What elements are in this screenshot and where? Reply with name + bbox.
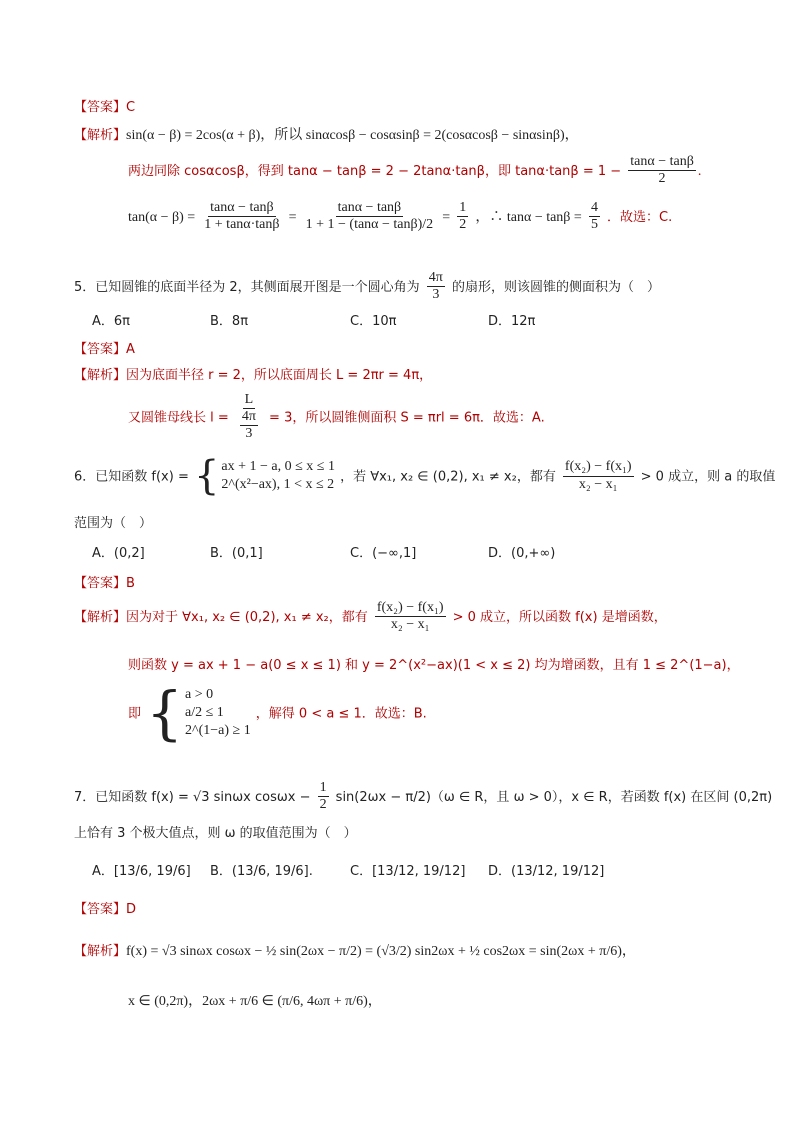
q5-stem: 5．已知圆锥的底面半径为 2，其侧面展开图是一个圆心角为 $\frac{4\pi}{3}$ 的扇形，则该圆锥的侧面积为（ ）	[74, 270, 660, 303]
q6-analysis-line2: 则函数 y = ax + 1 − a(0 ≤ x ≤ 1) 和 y = 2^(x²−ax)(1 < x ≤ 2) 均为增函数，且有 1 ≤ 2^(1−a)，	[128, 658, 740, 673]
q6-stem-cont: 范围为（ ）	[74, 516, 153, 531]
q4-analysis-line3: tan(α − β) = $\frac{\tan\alpha - \tan\beta}{1 + \tan\alpha\cdot\tan\beta}$ = $\frac{\tan\alpha - \tan\beta}{1 + 1 - (\tan\alpha - \tan\beta)/2}$ = $\frac{1}{2}$ ，∴ tanα − tanβ = $\frac{4}{5}$ ．故选：C.	[128, 200, 673, 233]
q7-option-a: A．[13/6, 19/6]	[92, 864, 191, 879]
q5-option-c: C．10π	[350, 314, 397, 329]
q5-analysis-line1: 【解析】因为底面半径 r = 2，所以底面周长 L = 2πr = 4π，	[74, 368, 433, 383]
q6-option-d: D．(0,+∞)	[488, 546, 556, 561]
q6-answer: B	[126, 576, 135, 591]
q7-option-c: C．[13/12, 19/12]	[350, 864, 466, 879]
q4-answer-row	[74, 96, 135, 115]
answer-label: 【答案】	[74, 100, 127, 115]
q7-stem-cont: 上恰有 3 个极大值点，则 ω 的取值范围为（ ）	[74, 826, 357, 841]
q7-answer: D	[126, 902, 137, 917]
q7-analysis-line2: x ∈ (0,2π)，2ωx + π/6 ∈ (π/6, 4ωπ + π/6)，	[128, 994, 382, 1009]
q6-option-c: C．(−∞,1]	[350, 546, 417, 561]
q5-analysis-line2: 又圆锥母线长 l = $\frac{L}{\frac{4\pi}{3}}$ = 3，所以圆锥侧面积 S = πrl = 6π．故选：A.	[128, 392, 545, 442]
q6-analysis-line1: 【解析】因为对于 ∀x₁, x₂ ∈ (0,2), x₁ ≠ x₂，都有 $\frac{\text{f(x₂) − f(x₁)}}{\text{x₂ − x₁}}$ > 0 成立，所以函数 f(x) 是增函数，	[74, 600, 667, 633]
q7-stem: 7．已知函数 f(x) = √3 sinωx cosωx − $\frac{1}{2}$ sin(2ωx − π/2)（ω ∈ R，且 ω > 0），x ∈ R，若函数 f(x) 在区间 (0,2π)	[74, 780, 773, 813]
q7-answer-row: 【答案】D	[74, 902, 137, 917]
q5-option-a: A．6π	[92, 314, 130, 329]
q4-analysis-line1: 【解析】sin(α − β) = 2cos(α + β)，所以 sinαcosβ − cosαsinβ = 2(cosαcosβ − sinαsinβ)，	[74, 128, 579, 143]
q4-answer: C	[126, 100, 136, 115]
q5-option-d: D．12π	[488, 314, 536, 329]
q4-analysis-line2: 两边同除 cosαcosβ，得到 tanα − tanβ = 2 − 2tanα·tanβ，即 tanα·tanβ = 1 − $\frac{\tan\alpha - \tan\beta}{2}$ .	[128, 154, 702, 187]
q7-option-b: B．(13/6, 19/6].	[210, 864, 313, 879]
q6-answer-row: 【答案】B	[74, 576, 135, 591]
q7-analysis-line1: 【解析】f(x) = √3 sinωx cosωx − ½ sin(2ωx − π/2) = (√3/2) sin2ωx + ½ cos2ωx = sin(2ωx + π/6)，	[74, 944, 636, 959]
q6-option-b: B．(0,1]	[210, 546, 263, 561]
q5-answer: A	[126, 342, 135, 357]
q6-analysis-line3: 即 { a > 0 a/2 ≤ 1 2^(1−a) ≥ 1 ，解得 0 < a ≤ 1．故选：B.	[128, 679, 427, 747]
q7-option-d: D．(13/12, 19/12]	[488, 864, 605, 879]
q5-option-b: B．8π	[210, 314, 249, 329]
q5-answer-row: 【答案】A	[74, 342, 135, 357]
q6-option-a: A．(0,2]	[92, 546, 145, 561]
q6-stem: 6．已知函数 f(x) = { ax + 1 − a, 0 ≤ x ≤ 1 2^(x²−ax), 1 < x ≤ 2 ，若 ∀x₁, x₂ ∈ (0,2), x₁ ≠ x₂，都有 $\frac{\text{f(x₂) − f(x₁)}}{\text{x₂ − x₁}}$ > 0 成立，则 a 的取值	[74, 453, 776, 499]
analysis-label: 【解析】	[74, 128, 127, 143]
